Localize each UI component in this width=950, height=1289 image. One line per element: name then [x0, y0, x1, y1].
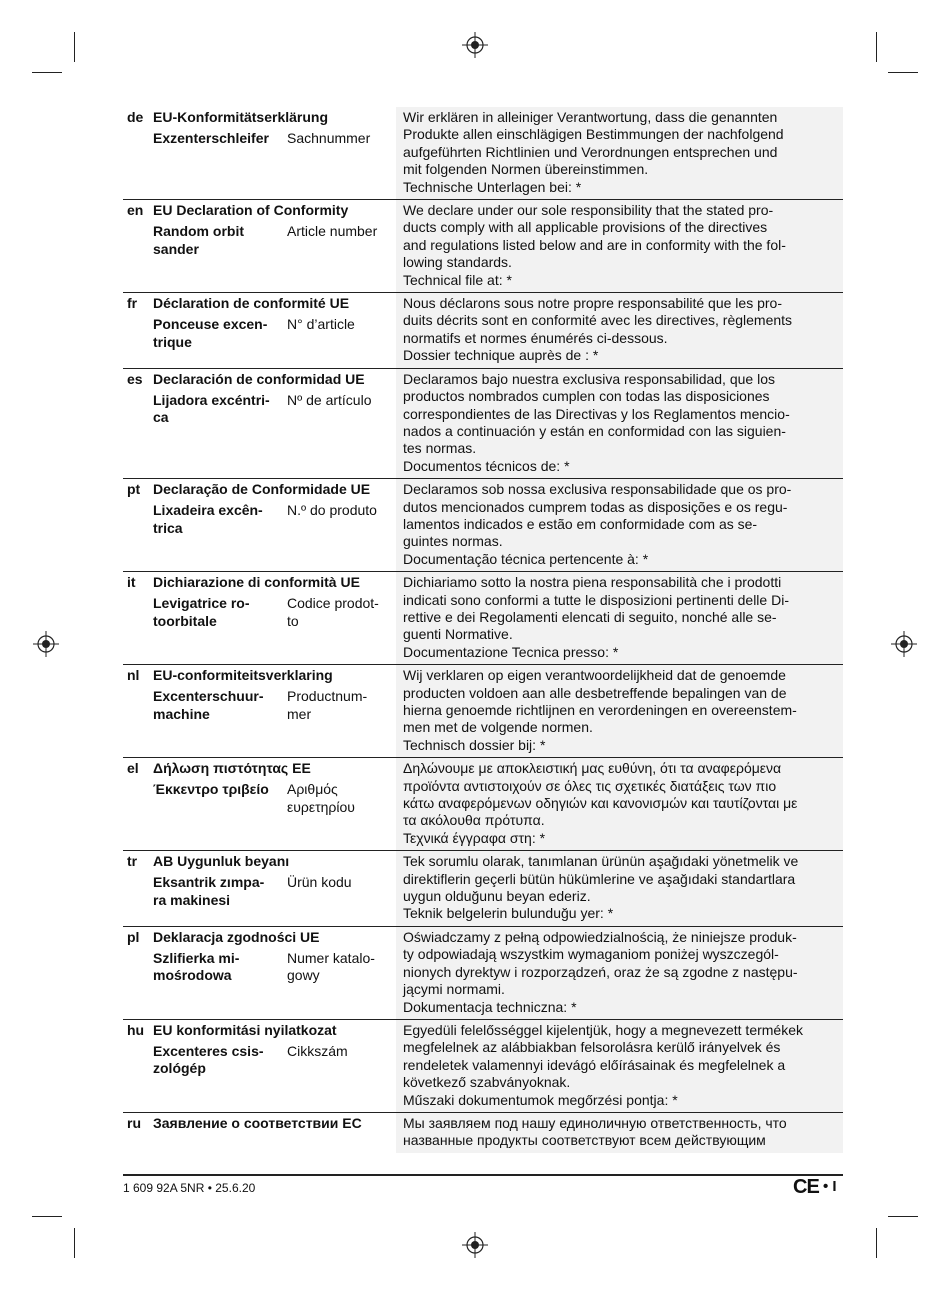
declaration-text-line: Technical file at: * — [403, 271, 512, 288]
declaration-text-line: Documentazione Tecnica presso: * — [403, 643, 619, 660]
declaration-text-line: jącymi normami. — [403, 981, 505, 998]
declaration-text — [396, 1020, 843, 1112]
language-code: en — [127, 202, 144, 219]
declaration-text-line: megfelelnek az alábbiakban felsorolásra kerülő irányelvek és — [403, 1039, 781, 1056]
article-number-line: gowy — [287, 967, 320, 984]
declaration-row-pl — [123, 926, 843, 1019]
declaration-text-line: aufgeführten Richtlinien und Verordnungen entsprechen und — [403, 143, 778, 160]
declaration-text-line: uygun olduğunu beyan ederiz. — [403, 888, 591, 905]
article-number-label — [287, 392, 396, 427]
crop-mark — [888, 72, 918, 73]
product-name-line: Levigatrice ro- — [153, 595, 250, 612]
declaration-row-el — [123, 757, 843, 850]
product-name — [153, 223, 287, 258]
declaration-row-it — [123, 571, 843, 664]
product-name-line: Έκκεντρο τριβείο — [153, 781, 269, 798]
registration-mark-icon — [891, 631, 917, 657]
declaration-text-line: ducts comply with all applicable provisions of the directives — [403, 219, 768, 236]
declaration-text — [396, 927, 843, 1019]
declaration-text — [396, 758, 843, 850]
language-code: es — [127, 370, 143, 387]
ce-mark: CE — [793, 1176, 819, 1198]
declaration-text — [396, 1113, 843, 1153]
product-name-line: Exzenterschleifer — [153, 130, 269, 146]
language-code: de — [127, 109, 144, 125]
declaration-header — [123, 107, 396, 199]
language-code: fr — [127, 295, 138, 312]
declaration-text-line: direktiflerin geçerli bütün hükümlerine ve aşağıdaki standartlara — [403, 870, 796, 887]
declaration-text-line: and regulations listed below and are in conformity with the fol- — [403, 236, 786, 253]
article-number-line: Cikkszám — [287, 1042, 348, 1059]
declaration-text-line: Műszaki dokumentumok megőrzési pontja: * — [403, 1091, 678, 1108]
declaration-text-line: ty odpowiadają wszystkim wymaganiom poniżej wyszczegól- — [403, 946, 779, 963]
language-code: it — [127, 574, 136, 591]
declaration-title: Δήλωση πιστότητας ΕΕ — [153, 760, 311, 777]
product-name — [153, 1043, 287, 1078]
declaration-text-line: τα ακόλουθα πρότυπα. — [403, 812, 545, 829]
declaration-text-line: Documentos técnicos de: * — [403, 457, 570, 474]
product-name-line: Ponceuse excen- — [153, 316, 268, 333]
product-name-line: ra makinesi — [153, 891, 231, 908]
declaration-row-ru — [123, 1112, 843, 1153]
declaration-text-line: Δηλώνουμε με αποκλειστική μας ευθύνη, ότι τα αναφερόμενα — [403, 760, 782, 777]
product-name-line: trica — [153, 519, 183, 536]
declaration-text-line: Wij verklaren op eigen verantwoordelijkheid dat de genoemde — [403, 667, 786, 684]
declaration-text — [396, 572, 843, 664]
declaration-title: AB Uygunluk beyanı — [153, 853, 290, 870]
declaration-text — [396, 369, 843, 478]
declaration-row-hu — [123, 1019, 843, 1112]
product-name-line: zológép — [153, 1060, 206, 1077]
declaration-text-line: Τεχνικά έγγραφα στη: * — [403, 829, 546, 846]
product-name-line: Random orbit — [153, 223, 244, 240]
article-number-line: Nº de artículo — [287, 391, 372, 408]
declaration-header — [123, 293, 396, 368]
product-name — [153, 130, 287, 148]
language-code: el — [127, 760, 139, 777]
product-name — [153, 874, 287, 909]
language-code: pt — [127, 481, 141, 498]
article-number-line: Productnum- — [287, 688, 368, 705]
declaration-text — [396, 200, 843, 292]
crop-mark — [74, 32, 75, 62]
product-name-line: Szlifierka mi- — [153, 949, 240, 966]
declaration-text-line: Dichiariamo sotto la nostra piena responsabilità che i prodotti — [403, 574, 782, 591]
declaration-text-line: Tek sorumlu olarak, tanımlanan ürünün aşağıdaki yönetmelik ve — [403, 853, 799, 870]
article-number-label — [287, 781, 396, 816]
product-name-line: machine — [153, 705, 210, 722]
declaration-text-line: guenti Normative. — [403, 626, 513, 643]
declaration-text-line: Nous déclarons sous notre propre responsabilité que les pro- — [403, 295, 782, 312]
declaration-text-line: hierna genoemde richtlijnen en verordeningen en overeenstem- — [403, 702, 797, 718]
declaration-text-line: lamentos indicados e estão em conformidade com as se- — [403, 515, 758, 532]
article-number-line: Sachnummer — [287, 130, 371, 146]
declaration-text-line: Egyedüli felelősséggel kijelentjük, hogy a megnevezett termékek — [403, 1021, 804, 1038]
article-number-line: N° d’article — [287, 316, 355, 333]
product-name-line: sander — [153, 240, 199, 257]
declaration-title: Dichiarazione di conformità UE — [153, 574, 360, 591]
product-name — [153, 781, 287, 816]
declaration-text-line: Oświadczamy z pełną odpowiedzialnością, że niniejsze produk- — [403, 928, 797, 945]
product-name-line: Excenteres csis- — [153, 1042, 264, 1059]
article-number-line: ευρετηρίου — [287, 798, 355, 815]
declaration-text-line: rendeletek valamennyi idevágó előírásainak és megfelelnek a — [403, 1056, 786, 1073]
article-number-label — [287, 1043, 396, 1078]
declaration-header — [123, 572, 396, 664]
article-number-line: Ürün kodu — [287, 874, 352, 891]
declaration-text-line: Wir erklären in alleiniger Verantwortung, dass die genannten — [403, 109, 778, 125]
registration-mark-icon — [33, 631, 59, 657]
declaration-text-line: Technisch dossier bij: * — [403, 736, 546, 753]
declaration-text-line: következő szabványoknak. — [403, 1074, 571, 1091]
declaration-title: Declaração de Conformidade UE — [153, 481, 371, 498]
article-number-label — [287, 874, 396, 909]
declaration-text-line: Technische Unterlagen bei: * — [403, 178, 582, 195]
product-name-line: Eksantrik zımpa- — [153, 874, 265, 891]
declaration-row-tr — [123, 850, 843, 926]
declaration-title: Déclaration de conformité UE — [153, 295, 350, 312]
declaration-row-fr — [123, 292, 843, 368]
declaration-title: Заявление о соответствии ЕС — [153, 1114, 362, 1131]
declaration-row-de — [123, 107, 843, 199]
declaration-header — [123, 369, 396, 478]
declaration-title: Deklaracja zgodności UE — [153, 928, 320, 945]
declaration-header — [123, 1113, 396, 1153]
declaration-text-line: Мы заявляем под нашу единоличную ответственность, что — [403, 1114, 787, 1131]
declaration-text-line: mit folgenden Normen übereinstimmen. — [403, 161, 649, 178]
declaration-text-line: προϊόντα αντιστοιχούν σε όλες τις σχετικές διατάξεις των πιο — [403, 777, 777, 794]
language-code: tr — [127, 853, 138, 870]
declaration-text-line: correspondientes de las Directivas y los Reglamentos mencio- — [403, 405, 790, 422]
declaration-text-line: duits décrits sont en conformité avec les directives, règlements — [403, 312, 793, 329]
language-code: ru — [127, 1114, 141, 1131]
declaration-text — [396, 293, 843, 368]
article-number-label — [287, 502, 396, 537]
product-name-line: Excenterschuur- — [153, 688, 264, 705]
article-number-line: Numer katalo- — [287, 949, 375, 966]
product-name-line: Lixadeira excên- — [153, 502, 263, 519]
product-name — [153, 595, 287, 630]
article-number-label — [287, 595, 396, 630]
declaration-text — [396, 665, 843, 757]
declaration-header — [123, 758, 396, 850]
declaration-row-es — [123, 368, 843, 478]
product-name-line: ca — [153, 409, 169, 426]
product-name-line: Lijadora excéntri- — [153, 391, 270, 408]
product-name — [153, 688, 287, 723]
product-name — [153, 316, 287, 351]
product-name-line: trique — [153, 333, 192, 350]
crop-mark — [888, 1216, 918, 1217]
declaration-text-line: producten voldoen aan alle desbetreffende bepalingen van de — [403, 684, 787, 701]
declaration-text-line: men met de volgende normen. — [403, 719, 593, 736]
document-code: 1 609 92A 5NR • 25.6.20 — [123, 1181, 256, 1195]
crop-mark — [32, 72, 62, 73]
declaration-text-line: κάτω αναφερόμενων οδηγιών και κανονισμών και ταυτίζονται με — [403, 795, 798, 812]
product-name-line: mośrodowa — [153, 967, 232, 984]
declaration-list — [123, 107, 843, 1153]
declaration-text-line: названные продукты соответствуют всем действующим — [403, 1132, 766, 1149]
declaration-title: EU konformitási nyilatkozat — [153, 1021, 337, 1038]
declaration-text-line: Dossier technique auprès de : * — [403, 347, 599, 364]
declaration-row-en — [123, 199, 843, 292]
declaration-text-line: indicati sono conformi a tutte le disposizioni pertinenti delle Di- — [403, 591, 789, 608]
declaration-text-line: Documentação técnica pertencente à: * — [403, 550, 649, 567]
declaration-text — [396, 479, 843, 571]
language-code: nl — [127, 667, 140, 684]
declaration-header — [123, 1020, 396, 1112]
language-code: pl — [127, 928, 140, 945]
declaration-text-line: Teknik belgelerin bulunduğu yer: * — [403, 905, 614, 922]
declaration-text-line: normatifs et normes énumérés ci-dessous. — [403, 329, 668, 346]
article-number-label — [287, 688, 396, 723]
declaration-text-line: tes normas. — [403, 440, 477, 457]
article-number-label — [287, 950, 396, 985]
article-number-line: mer — [287, 705, 312, 722]
article-number-label — [287, 130, 396, 148]
declaration-text-line: rettive e dei Regolamenti elencati di seguito, nonché alle se- — [403, 608, 777, 625]
declaration-header — [123, 200, 396, 292]
registration-mark-icon — [462, 1232, 488, 1258]
declaration-text — [396, 107, 843, 199]
declaration-row-pt — [123, 478, 843, 571]
declaration-text-line: productos nombrados cumplen con todas las disposiciones — [403, 388, 770, 405]
product-name-line: toorbitale — [153, 612, 217, 629]
declaration-text-line: guintes normas. — [403, 533, 503, 550]
declaration-text-line: Produkte allen einschlägigen Bestimmungen der nachfolgend — [403, 126, 784, 143]
declaration-header — [123, 479, 396, 571]
declaration-text-line: nados a continuación y están en conformidad con las siguien- — [403, 422, 786, 439]
article-number-line: Codice prodot- — [287, 595, 379, 612]
declaration-title: Declaración de conformidad UE — [153, 370, 365, 387]
product-name — [153, 950, 287, 985]
declaration-text-line: Dokumentacja techniczna: * — [403, 998, 577, 1015]
crop-mark — [74, 1228, 75, 1258]
declaration-header — [123, 665, 396, 757]
crop-mark — [32, 1216, 62, 1217]
declaration-header — [123, 851, 396, 926]
article-number-line: Αριθμός — [287, 781, 338, 798]
registration-mark-icon — [462, 32, 488, 58]
declaration-row-nl — [123, 664, 843, 757]
declaration-header — [123, 927, 396, 1019]
page-number: • I — [823, 1178, 837, 1195]
article-number-line: Article number — [287, 223, 378, 240]
declaration-text-line: We declare under our sole responsibility that the stated pro- — [403, 202, 774, 219]
language-code: hu — [127, 1021, 145, 1038]
bottom-rule — [123, 1174, 843, 1176]
article-number-label — [287, 223, 396, 258]
declaration-text — [396, 851, 843, 926]
article-number-line: N.º do produto — [287, 502, 377, 519]
declaration-title: EU-conformiteitsverklaring — [153, 667, 333, 684]
product-name — [153, 392, 287, 427]
crop-mark — [876, 1228, 877, 1258]
declaration-title: EU Declaration of Conformity — [153, 202, 349, 219]
declaration-text-line: Declaramos sob nossa exclusiva responsabilidade que os pro- — [403, 481, 792, 498]
declaration-text-line: dutos mencionados cumprem todas as disposições e os regu- — [403, 498, 788, 515]
product-name — [153, 502, 287, 537]
article-number-label — [287, 316, 396, 351]
declaration-text-line: Declaramos bajo nuestra exclusiva responsabilidad, que los — [403, 370, 775, 387]
declaration-text-line: nionych dyrektyw i rozporządzeń, oraz że są zgodne z następu- — [403, 963, 798, 980]
declaration-text-line: lowing standards. — [403, 254, 512, 271]
declaration-title: EU-Konformitätserklärung — [153, 109, 329, 125]
article-number-line: to — [287, 612, 299, 629]
crop-mark — [876, 32, 877, 62]
